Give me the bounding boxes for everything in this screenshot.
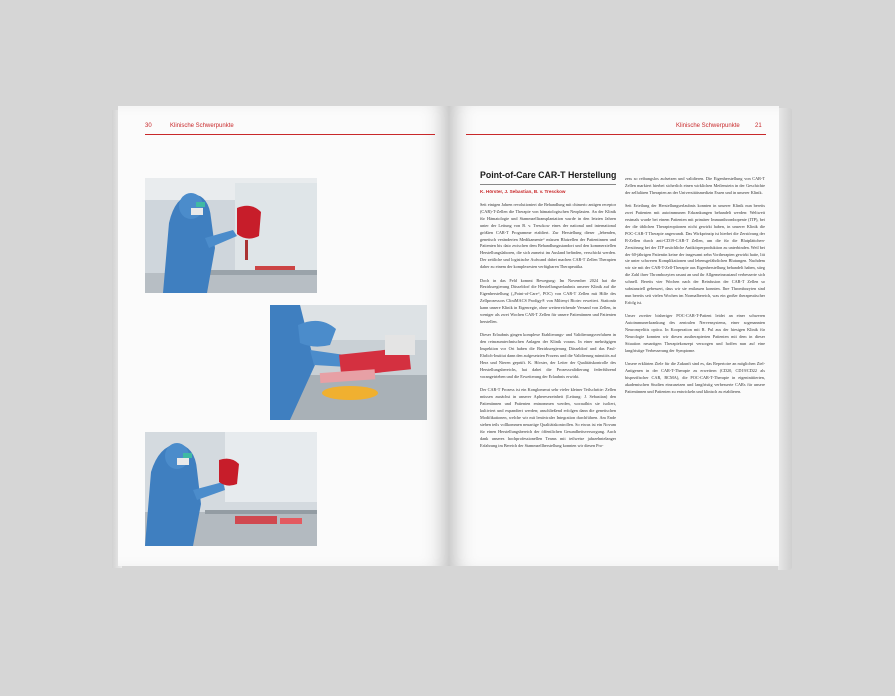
left-page-number: 30 — [145, 123, 152, 129]
right-page-number: 21 — [755, 123, 762, 129]
paragraph: Seit Erteilung der Herstellungserlaubnis konnten in unserer Klinik nun bereits zwei Patienten mit autoimmunen Erkrankungen behandelt werden: Weltweit erstmals wurde bei einem Patienten mit primärer Immunthrombopenie (ITP), bei der die üblichen Therapieoptionen nicht gewirkt haben, in unserer Klinik die POC-CAR-T Therapie angewandt. Das Wirkprinzip ist hierbei die Zerstörung der B-Zellen durch anti-CD19-CAR-T Zellen, um die für die Blutplättchen-Zerstörung bei der ITP ursächliche Antikörperproduktion zu unterbinden. Weil bei der 60-jährigen Patientin keine der insgesamt zehn Vortherapien gewirkt hatte, litt sie unter schweren Komplikationen und lebensgefährlichen Blutungen. Nachdem wir sie mit der CAR-T-Zell-Therapie aus Eigenherstellung behandelt haben, stieg die Zahl ihrer Thrombozyten rasant an und ihr Allgemeinzustand verbesserte sich schnell. Bereits vier Wochen nach der Reinfusion der CAR-T Zellen so substanziell gebessert, dass wir sie entlassen konnten. Ihre Thrombozyten sind nun bereits seit vielen Wochen im Normalbereich, was ein großer therapeutischer Erfolg ist. — [625, 203, 765, 305]
text-column-2 — [625, 176, 765, 402]
article-title: Point-of-Care CAR-T Herstellung — [480, 170, 617, 180]
text-column-1 — [480, 202, 616, 456]
photo-gloved-hands-bags — [270, 305, 427, 420]
paragraph: Doch in das Feld kommt Bewegung: Im November 2024 hat die Bezirksregierung Düsseldorf die Herstellungserlaubnis unserer Klinik auf die Eigenherstellung („Point-of-Care“, POC) von CAR-T Zellen mit Hilfe des Zellprozessors CliniMACS Prodigy® von Miltenyi Biotec erweitert. Stationär kann unsere Klinik in Eigenregie, ohne weiterreichende Versand von Zellen, in weniger als zwei Wochen CAR-T Zellen für unsere Patientinnen und Patienten herstellen. — [480, 277, 616, 324]
paragraph: Der CAR-T Prozess ist ein Konglomerat sehr vieler kleiner Teilschritte: Zellen müssen zunächst in unserer Apheresezeinheit (Leitung: J. Sebastian) den Patientinnen und Patienten entnommen werden, woraufhin sie isoliert, kultiviert und expandiert werden; anschließend erfolgen dann die genetischen Modifikationen, welche wir mit lentiviraler Integration durchführen. Am Ende stehen teils vollkommen neuartige Qualitätskontrollen. So etwas ist ein Novum für einen Herstellungsbereich der öffentlichen Gesundheitsversorgung. Auch dank unseres hochprofessionellen Teams mit teilweise jahrzehntelanger Erfahrung im Bereich der Stammzellherstellung konnten wir diesen Pro- — [480, 387, 616, 448]
right-header-rule — [466, 134, 766, 135]
paragraph: Unser zweiter bisheriger POC-CAR-T-Patient leidet an einer schweren Autoimmunerkrankung des zentralen Nervensystems, einer sogenannten Neuromyelitis optica. In Kooperation mit R. Pul aus der hiesigen Klinik für Neurologie konnten wir diesen austherapierten Patienten mit dem in dieser Situation neuartigen Therapiekonzept versorgen und hoffen nun auf eine langfristige Verbesserung der Symptome. — [625, 313, 765, 353]
photo-cleanroom-bag — [145, 178, 317, 293]
paragraph: zess so reibungslos aufsetzen und validieren. Die Eigenherstellung von CAR-T Zellen markiert hierbei sicherlich einen wirklichen Meilenstein in der Geschichte der zellulären Therapien an der Universitätsmedizin Essen und in unserer Klinik. — [625, 176, 765, 195]
left-page-section: Klinische Schwerpunkte — [170, 123, 234, 129]
paragraph: Unsere erklärten Ziele für die Zukunft sind es, das Repertoire an möglichen Ziel-Antigenen in der CAR-T-Therapie zu erweitern (CD20, CD19/CD22 als bispezifischer CAR, BCMA), die POC-CAR-T-Therapie in eigeninitiierten, akademischen Studien einzusetzen und langfristig verbesserte CARs für unsere Patientinnen und Patienten zu entwickeln und klinisch zu etablieren. — [625, 361, 765, 394]
paragraph: Dieser Erlaubnis gingen komplexe Etablierungs- und Validierungsverfahren in den reinraumtechnischen Anlagen der Klinik voraus. In einer mehrtägigen Inspektion vor Ort haben die Bezirksregierung Düsseldorf und das Paul-Ehrlich-Institut dann den aufgesetzten Prozess und die Validierung minutiös auf Herz und Nieren geprüft. K. Hörster, der Leiter der Qualitätskontrolle des Herstellungsbereichs, hat dabei die Prozessvalidierung federführend vorangetrieben und die Erweiterung der Erlaubnis erwirkt. — [480, 332, 616, 379]
left-header-rule — [145, 134, 435, 135]
book-edge-right — [778, 108, 792, 570]
right-page-section: Klinische Schwerpunkte — [676, 123, 740, 129]
photo-cleanroom-bench — [145, 432, 317, 546]
article-authors: K. Hörster, J. Sebastian, B. v. Tresckow — [480, 189, 566, 194]
title-rule — [480, 184, 616, 185]
paragraph: Seit einigen Jahren revolutioniert die Behandlung mit chimeric antigen receptor (CAR)-T-Zellen die Therapie von hämatologischen Neoplasien. An der Klinik für Hämatologie und Stammzelltransplantation wurde in den letzten Jahren unter der Leitung von B. v. Tresckow eines der national und international größten CAR-T Programme etabliert. Zur Herstellung dieser „lebenden, genetisch veränderten Medikamente“ müssen Blutzellen der Patientinnen und Patienten bis dato zwischen dem Behandlungsstandort und den kommerziellen Herstellungslaboren, die sich zumeist im Ausland befinden, verschickt werden. Der zeitliche und logistische Aufwand dabei machen CAR-T Zellen Therapien daher zu einem der komplexesten verfügbaren Therapeutika. — [480, 202, 616, 270]
